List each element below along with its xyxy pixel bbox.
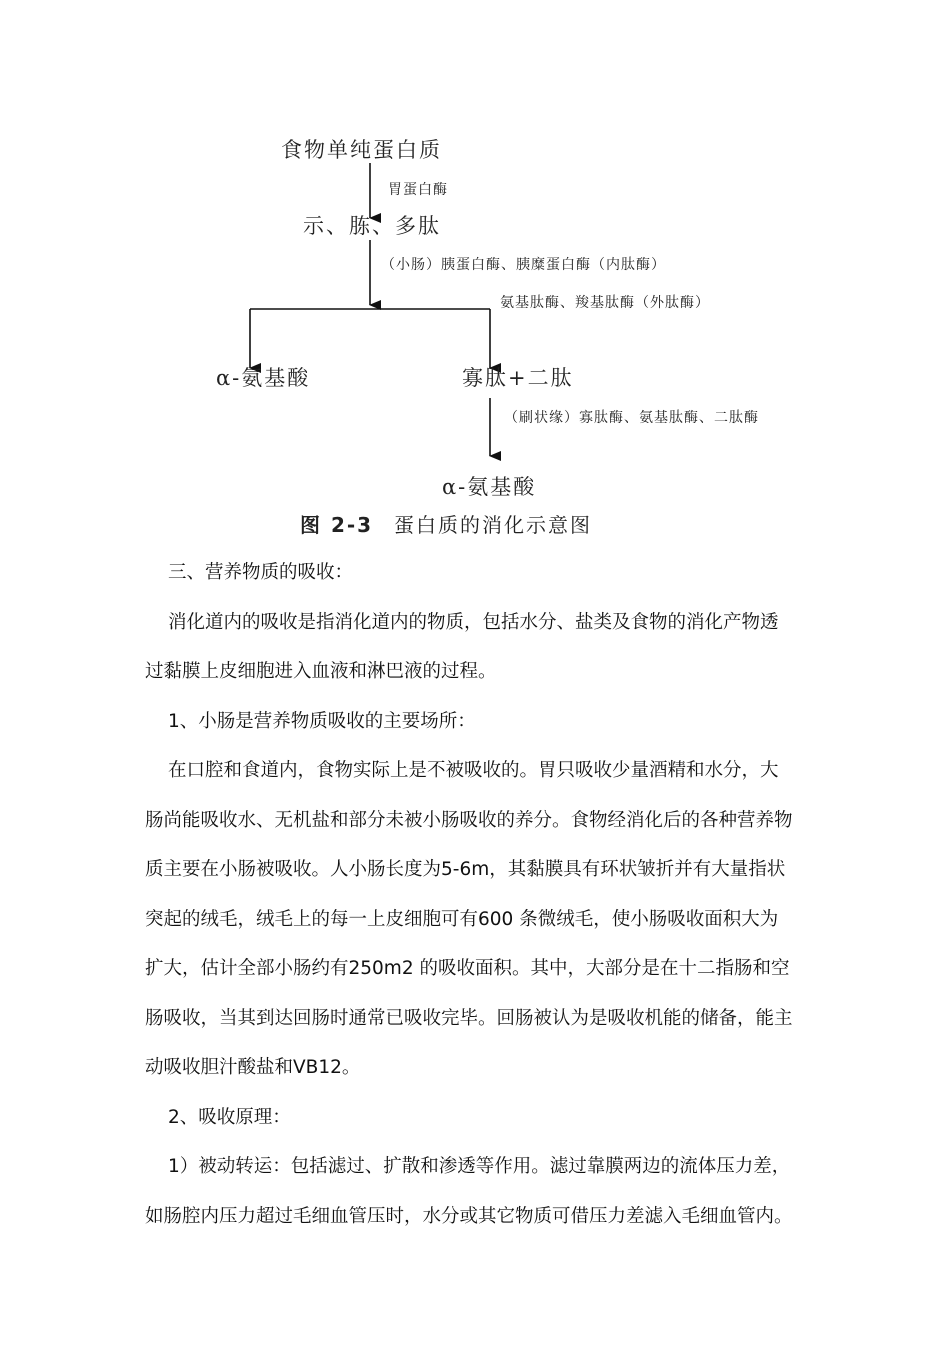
node-peptides: 示、胨、多肽 bbox=[303, 214, 441, 238]
paragraph-line: 1）被动转运：包括滤过、扩散和渗透等作用。滤过靠膜两边的流体压力差， bbox=[168, 1156, 791, 1177]
paragraph-line: 肠吸收，当其到达回肠时通常已吸收完毕。回肠被认为是吸收机能的储备，能主 bbox=[145, 1007, 793, 1029]
enzyme-brush-border: （刷状缘）寡肽酶、氨基肽酶、二肽酶 bbox=[504, 410, 759, 426]
paragraph-line: 动吸收胆汁酸盐和VB12。 bbox=[145, 1057, 361, 1078]
node-oligo-dipeptide: 寡肽+二肽 bbox=[462, 366, 574, 390]
enzyme-exopeptidases: 氨基肽酶、羧基肽酶（外肽酶） bbox=[500, 295, 710, 311]
node-amino-acid-bottom: α-氨基酸 bbox=[442, 475, 537, 499]
node-food-protein: 食物单纯蛋白质 bbox=[281, 138, 442, 162]
figure-number: 图 2-3 bbox=[300, 513, 374, 537]
enzyme-pancreatic: （小肠）胰蛋白酶、胰糜蛋白酶（内肽酶） bbox=[381, 257, 666, 273]
node-amino-acid-left: α-氨基酸 bbox=[216, 366, 311, 390]
paragraph-line: 肠尚能吸收水、无机盐和部分未被小肠吸收的养分。食物经消化后的各种营养物 bbox=[145, 809, 793, 831]
paragraph-line: 突起的绒毛，绒毛上的每一上皮细胞可有600 条微绒毛，使小肠吸收面积大为 bbox=[145, 908, 779, 930]
subsection-heading: 1、小肠是营养物质吸收的主要场所： bbox=[168, 710, 476, 732]
paragraph-line: 过黏膜上皮细胞进入血液和淋巴液的过程。 bbox=[145, 661, 497, 682]
subsection-heading: 2、吸收原理： bbox=[168, 1106, 291, 1128]
figure-caption: 蛋白质的消化示意图 bbox=[394, 513, 592, 537]
protein-digestion-diagram bbox=[0, 0, 952, 545]
body-text bbox=[145, 548, 815, 1241]
paragraph-line: 在口腔和食道内，食物实际上是不被吸收的。胃只吸收少量酒精和水分，大 bbox=[168, 760, 779, 781]
section-heading: 三、营养物质的吸收： bbox=[168, 562, 354, 583]
paragraph-line: 质主要在小肠被吸收。人小肠长度为5-6m，其黏膜具有环状皱折并有大量指状 bbox=[145, 859, 786, 880]
paragraph-line: 消化道内的吸收是指消化道内的物质，包括水分、盐类及食物的消化产物透 bbox=[168, 611, 779, 633]
enzyme-pepsin: 胃蛋白酶 bbox=[388, 182, 448, 198]
paragraph-line: 扩大，估计全部小肠约有250m2 的吸收面积。其中，大部分是在十二指肠和空 bbox=[145, 958, 790, 979]
paragraph-line: 如肠腔内压力超过毛细血管压时，水分或其它物质可借压力差滤入毛细血管内。 bbox=[145, 1205, 793, 1227]
